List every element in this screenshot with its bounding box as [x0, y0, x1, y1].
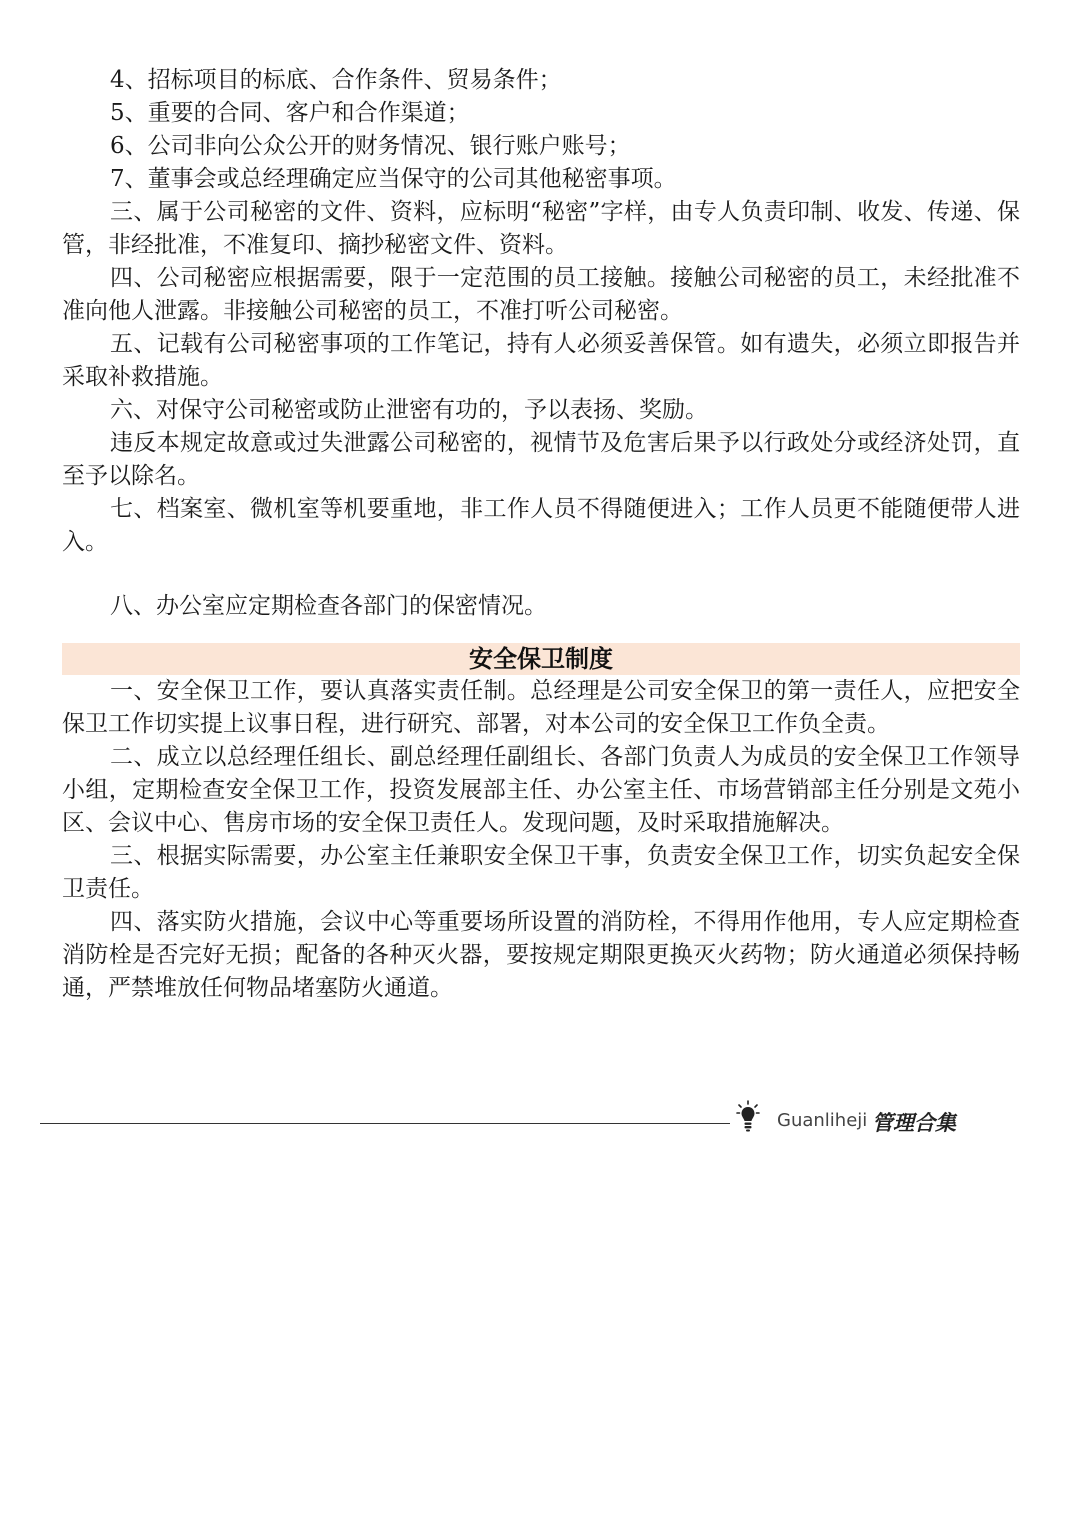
paragraph: 6、公司非向公众公开的财务情况、银行账户账号；	[110, 133, 631, 159]
paragraph: 三、根据实际需要，办公室主任兼职安全保卫干事，负责安全保卫工作，切实负起安全保卫责任。	[62, 843, 1020, 902]
paragraph: 三、属于公司秘密的文件、资料，应标明“秘密”字样，由专人负责印制、收发、传递、保管，非经批准，不准复印、摘抄秘密文件、资料。	[62, 199, 1020, 258]
paragraph: 八、办公室应定期检查各部门的保密情况。	[110, 593, 547, 619]
paragraph: 四、落实防火措施，会议中心等重要场所设置的消防栓，不得用作他用，专人应定期检查消防栓是否完好无损；配备的各种灭火器，要按规定期限更换灭火药物；防火通道必须保持畅通，严禁堆放任何物品堵塞防火通道。	[62, 909, 1020, 1001]
blank-line	[62, 559, 1020, 590]
footer-rule	[40, 1123, 730, 1124]
paragraph: 五、记载有公司秘密事项的工作笔记，持有人必须妥善保管。如有遗失，必须立即报告并采取补救措施。	[62, 331, 1020, 390]
paragraph: 5、重要的合同、客户和合作渠道；	[110, 100, 470, 126]
paragraph: 7、董事会或总经理确定应当保守的公司其他秘密事项。	[110, 166, 677, 192]
lightbulb-icon	[736, 1100, 760, 1134]
paragraph: 一、安全保卫工作，要认真落实责任制。总经理是公司安全保卫的第一责任人，应把安全保卫工作切实提上议事日程，进行研究、部署，对本公司的安全保卫工作负全责。	[62, 678, 1020, 737]
paragraph: 违反本规定故意或过失泄露公司秘密的，视情节及危害后果予以行政处分或经济处罚，直至予以除名。	[62, 430, 1020, 489]
paragraph: 4、招标项目的标底、合作条件、贸易条件；	[110, 67, 562, 93]
paragraph: 七、档案室、微机室等机要重地，非工作人员不得随便进入；工作人员更不能随便带人进入。	[62, 496, 1020, 555]
footer-brand-cn: 管理合集	[872, 1111, 956, 1135]
paragraph: 二、成立以总经理任组长、副总经理任副组长、各部门负责人为成员的安全保卫工作领导小组，定期检查安全保卫工作，投资发展部主任、办公室主任、市场营销部主任分别是文苑小区、会议中心、售房市场的安全保卫责任人。发现问题，及时采取措施解决。	[62, 744, 1020, 836]
section-title: 安全保卫制度	[62, 643, 1020, 675]
document-page	[62, 64, 1020, 1005]
page-footer	[40, 1098, 980, 1138]
footer-brand-en: Guanliheji	[777, 1110, 868, 1131]
paragraph: 六、对保守公司秘密或防止泄密有功的，予以表扬、奖励。	[110, 397, 708, 423]
paragraph: 四、公司秘密应根据需要，限于一定范围的员工接触。接触公司秘密的员工，未经批准不准向他人泄露。非接触公司秘密的员工，不准打听公司秘密。	[62, 265, 1020, 324]
